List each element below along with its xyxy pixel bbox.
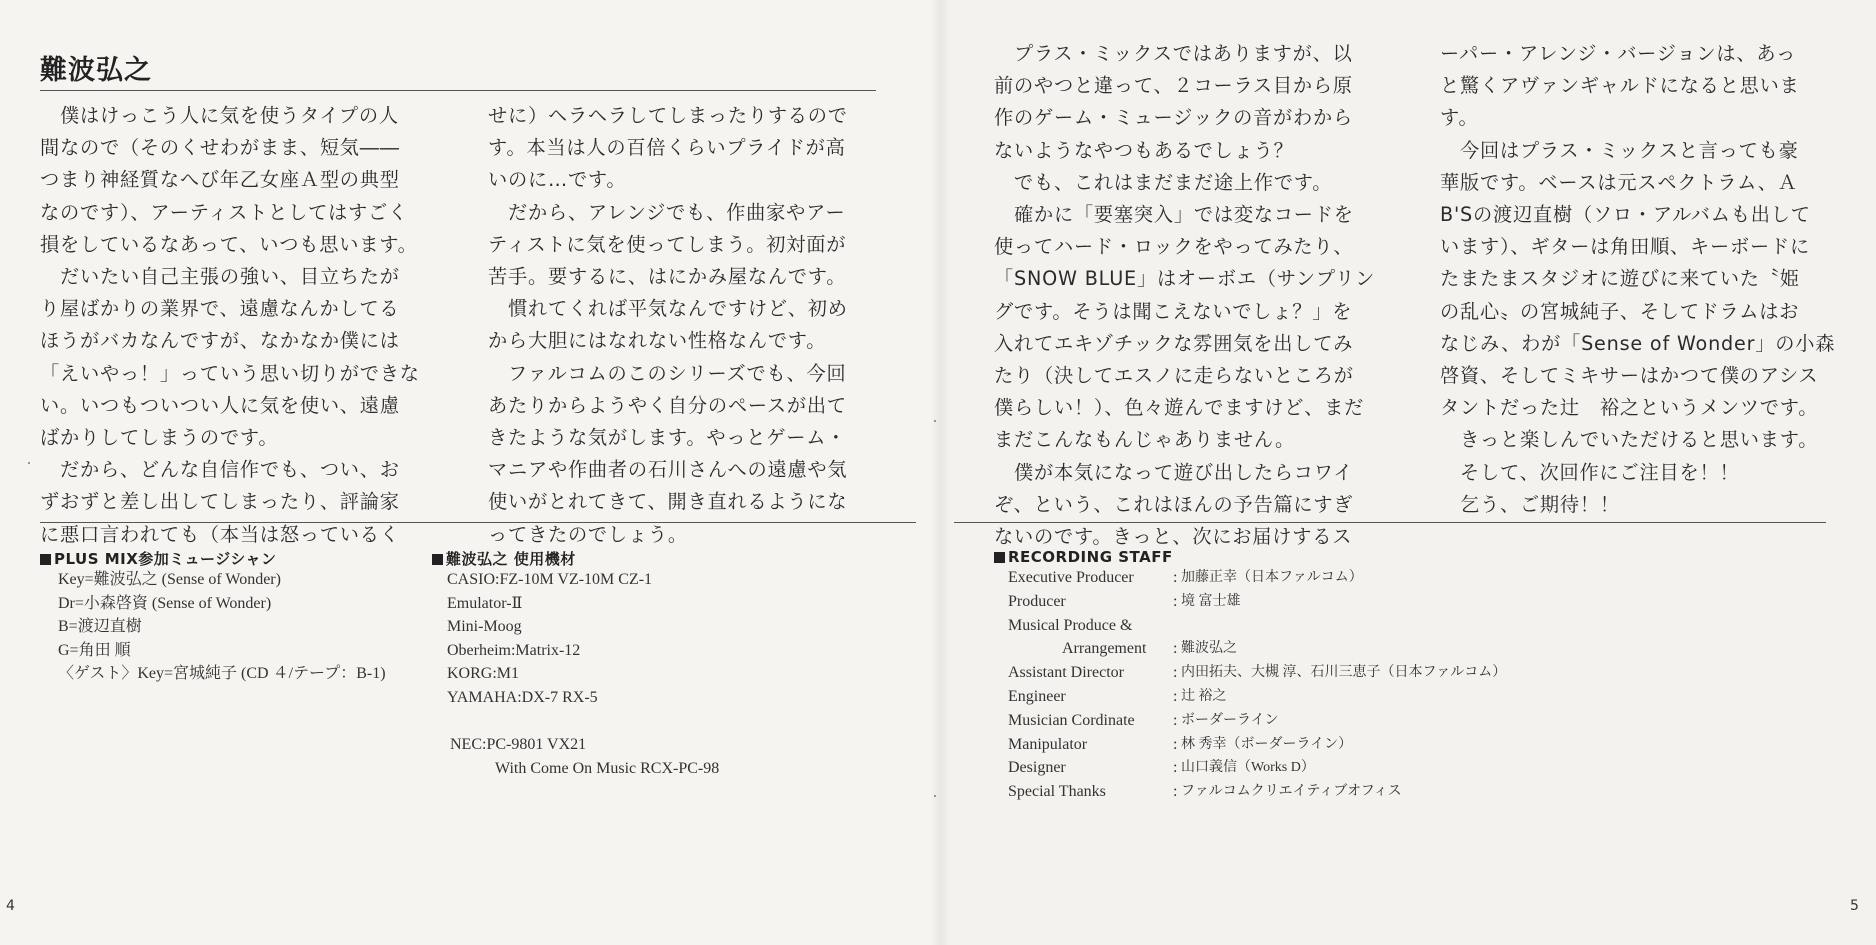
staff-separator — [1173, 614, 1181, 638]
essay-line: ないようなやつもあるでしょう？ — [994, 138, 1294, 162]
left-section-rule — [40, 522, 916, 523]
staff-row — [1008, 685, 1506, 709]
essay-line: B'Sの渡辺直樹（ソロ・アルバムも出して — [1440, 203, 1811, 227]
essay-line: ないのです。きっと、次にお届けするス — [994, 525, 1353, 549]
musicians-list — [58, 568, 386, 686]
essay-column-3 — [994, 38, 1375, 553]
essay-line: 入れてエキゾチックな雰囲気を出してみ — [994, 331, 1354, 355]
essay-line: ほうがバカなんですが、なかなか僕には — [40, 329, 400, 353]
essay-line: す。 — [1440, 106, 1479, 130]
essay-line: ずおずと差し出してしまったり、評論家 — [40, 490, 400, 514]
essay-line: グです。そうは聞こえないでしょ？」を — [994, 299, 1353, 323]
staff-role: Musician Cordinate — [1008, 711, 1135, 729]
essay-line: マニアや作曲者の石川さんへの遠慮や気 — [488, 458, 848, 482]
list-item: Mini-Moog — [447, 618, 522, 636]
essay-line: 作のゲーム・ミュージックの音がわから — [994, 106, 1354, 130]
list-item: Emulator-Ⅱ — [447, 594, 523, 612]
essay-line: 「SNOW BLUE」はオーボエ（サンプリン — [994, 267, 1376, 291]
staff-row — [1008, 756, 1506, 780]
essay-line: 間なので（そのくせわがまま、短気―― — [40, 136, 400, 160]
staff-name: 内田拓夫、大槻 淳、石川三恵子（日本ファルコム） — [1181, 665, 1507, 681]
essay-line: ばかりしてしまうのです。 — [40, 426, 279, 450]
staff-separator: : — [1173, 569, 1178, 586]
staff-name: 辻 裕之 — [1181, 688, 1227, 704]
essay-line: タントだった辻 裕之というメンツです。 — [1440, 396, 1819, 420]
bullet-square-icon — [40, 554, 51, 565]
right-section-rule — [954, 522, 1826, 523]
staff-row — [1008, 661, 1506, 685]
staff-row — [1008, 566, 1506, 590]
staff-list — [1008, 566, 1506, 804]
essay-line: なじみ、わが「Sense of Wonder」の小森 — [1440, 331, 1836, 355]
list-item: Oberheim:Matrix-12 — [447, 641, 581, 659]
list-item: G=角田 順 — [58, 641, 131, 659]
staff-name: 境 富士雄 — [1181, 593, 1241, 609]
page-number-right: 5 — [1850, 898, 1859, 914]
essay-line: 慣れてくれば平気なんですけど、初め — [488, 297, 848, 321]
essay-line: り屋ばかりの業界で、遠慮なんかしてる — [40, 297, 400, 321]
staff-separator: : — [1173, 687, 1178, 705]
staff-separator: : — [1173, 711, 1178, 729]
essay-line: でも、これはまだまだ途上作です。 — [994, 170, 1333, 194]
essay-line: 華版です。ベースは元スペクトラム、Ａ — [1440, 170, 1798, 194]
staff-name: ボーダーライン — [1181, 712, 1279, 728]
essay-line: せに）ヘラヘラしてしまったりするので — [488, 104, 848, 127]
list-item: 〈ゲスト〉Key=宮城純子 (CD ４/テープ：B-1) — [58, 665, 386, 683]
staff-role: Special Thanks — [1008, 783, 1106, 801]
essay-column-1 — [40, 100, 420, 551]
staff-role: Manipulator — [1008, 735, 1088, 753]
staff-row — [1008, 733, 1506, 757]
essay-line: 前のやつと違って、２コーラス目から原 — [994, 74, 1353, 98]
list-item: Key=難波弘之 (Sense of Wonder) — [58, 571, 281, 588]
staff-role: Engineer — [1008, 687, 1066, 705]
staff-separator: : — [1173, 759, 1178, 777]
list-item: KORG:M1 — [447, 665, 520, 683]
list-item: CASIO:FZ-10M VZ-10M CZ-1 — [447, 571, 653, 588]
staff-separator: : — [1173, 735, 1178, 753]
equipment-list — [447, 568, 652, 710]
list-item: YAMAHA:DX-7 RX-5 — [447, 688, 598, 706]
essay-line: 使ってハード・ロックをやってみたり、 — [994, 235, 1354, 259]
essay-line: プラス・ミックスではありますが、以 — [994, 42, 1353, 65]
staff-name: 難波弘之 — [1181, 641, 1237, 657]
paper-speck — [934, 795, 936, 797]
essay-line: 使いがとれてきて、開き直れるようにな — [488, 490, 848, 514]
essay-line: ーパー・アレンジ・バージョンは、あっ — [1440, 42, 1797, 65]
essay-line: きたような気がします。やっとゲーム・ — [488, 426, 847, 450]
essay-line: 僕らしい！）、色々遊んでますけど、まだ — [994, 396, 1365, 420]
essay-line: あたりからようやく自分のペースが出て — [488, 393, 847, 417]
essay-line: たまたまスタジオに遊びに来ていた〝姫 — [1440, 267, 1800, 291]
essay-line: だから、どんな自信作でも、つい、お — [40, 458, 400, 482]
essay-line: 僕が本気になって遊び出したらコワイ — [994, 460, 1354, 484]
paper-speck — [934, 420, 936, 422]
list-item: Dr=小森啓資 (Sense of Wonder) — [58, 594, 272, 612]
list-item: B=渡辺直樹 — [58, 618, 142, 636]
staff-role: Arrangement — [1062, 640, 1147, 658]
essay-line: まだこんなもんじゃありません。 — [994, 428, 1295, 452]
essay-line: います）、ギターは角田順、キーボードに — [1440, 235, 1810, 259]
essay-column-4 — [1440, 38, 1835, 521]
staff-role: Designer — [1008, 759, 1066, 777]
essay-line: なのです）、アーティストとしてはすごく — [40, 200, 409, 224]
equipment-computer: NEC:PC-9801 VX21 With Come On Music RCX-PC-98 — [450, 736, 720, 777]
essay-line: ってきたのでしょう。 — [488, 522, 688, 546]
essay-line: 僕はけっこう人に気を使うタイプの人 — [40, 104, 399, 127]
page-title: 難波弘之 — [40, 55, 152, 86]
essay-line: 乞う、ご期待！！ — [1440, 492, 1620, 516]
essay-line: 確かに「要塞突入」では変なコードを — [994, 203, 1354, 227]
essay-line: ティストに気を使ってしまう。初対面が — [488, 232, 847, 256]
essay-line: だいたい自己主張の強い、目立ちたが — [40, 265, 400, 289]
staff-separator: : — [1173, 783, 1178, 801]
staff-row — [1008, 614, 1506, 638]
essay-line: いのに…です。 — [488, 168, 627, 192]
staff-name: 加藤正幸（日本ファルコム） — [1181, 570, 1363, 585]
essay-line: 今回はプラス・ミックスと言っても豪 — [1440, 138, 1799, 162]
staff-row — [1008, 590, 1506, 614]
essay-line: たり（決してエスノに走らないところが — [994, 364, 1354, 388]
staff-role: Producer — [1008, 592, 1066, 610]
bullet-square-icon — [994, 552, 1005, 563]
musicians-heading: PLUS MIX参加ミュージシャン — [40, 548, 277, 569]
essay-line: の乱心〟の宮城純子、そしてドラムはお — [1440, 299, 1800, 323]
essay-line: ファルコムのこのシリーズでも、今回 — [488, 361, 847, 385]
essay-line: い。いつもついつい人に気を使い、遠慮 — [40, 393, 400, 417]
staff-row — [1008, 709, 1506, 733]
staff-row — [1008, 637, 1506, 661]
title-rule — [40, 90, 876, 91]
essay-column-2 — [488, 100, 848, 551]
staff-row — [1008, 780, 1506, 804]
essay-line: 損をしているなあって、いつも思います。 — [40, 232, 418, 256]
essay-line: から大胆にはなれない性格なんです。 — [488, 329, 827, 353]
staff-role: Assistant Director — [1008, 664, 1124, 682]
essay-line: そして、次回作にご注目を！！ — [1440, 460, 1740, 484]
bullet-square-icon — [432, 554, 443, 565]
staff-separator: : — [1173, 664, 1178, 682]
essay-line: 「えいやっ！」っていう思い切りができな — [40, 361, 420, 385]
staff-name: 林 秀幸（ボーダーライン） — [1181, 736, 1353, 752]
essay-line: に悪口言われても（本当は怒っているく — [40, 522, 400, 546]
book-gutter — [930, 0, 950, 945]
essay-line: ぞ、という、これはほんの予告篇にすぎ — [994, 492, 1354, 516]
staff-separator: : — [1173, 640, 1178, 658]
essay-line: つまり神経質なへび年乙女座Ａ型の典型 — [40, 168, 400, 192]
staff-role: Musical Produce & — [1008, 616, 1133, 634]
essay-line: す。本当は人の百倍くらいプライドが高 — [488, 136, 846, 160]
essay-line: だから、アレンジでも、作曲家やアー — [488, 200, 846, 224]
essay-line: 苦手。要するに、はにかみ屋なんです。 — [488, 265, 847, 289]
essay-line: と驚くアヴァンギャルドになると思いま — [1440, 74, 1800, 98]
staff-separator: : — [1173, 592, 1178, 610]
page-number-left: 4 — [6, 898, 15, 914]
essay-line: 啓資、そしてミキサーはかつて僕のアシス — [1440, 364, 1819, 388]
staff-role: Executive Producer — [1008, 569, 1134, 586]
staff-name: ファルコムクリエイティブオフィス — [1181, 784, 1402, 800]
equipment-heading: 難波弘之 使用機材 — [432, 548, 576, 569]
staff-heading: RECORDING STAFF — [994, 548, 1173, 566]
staff-name: 山口義信（Works D） — [1181, 760, 1315, 776]
essay-line: きっと楽しんでいただけると思います。 — [1440, 428, 1819, 452]
paper-speck — [28, 462, 30, 464]
